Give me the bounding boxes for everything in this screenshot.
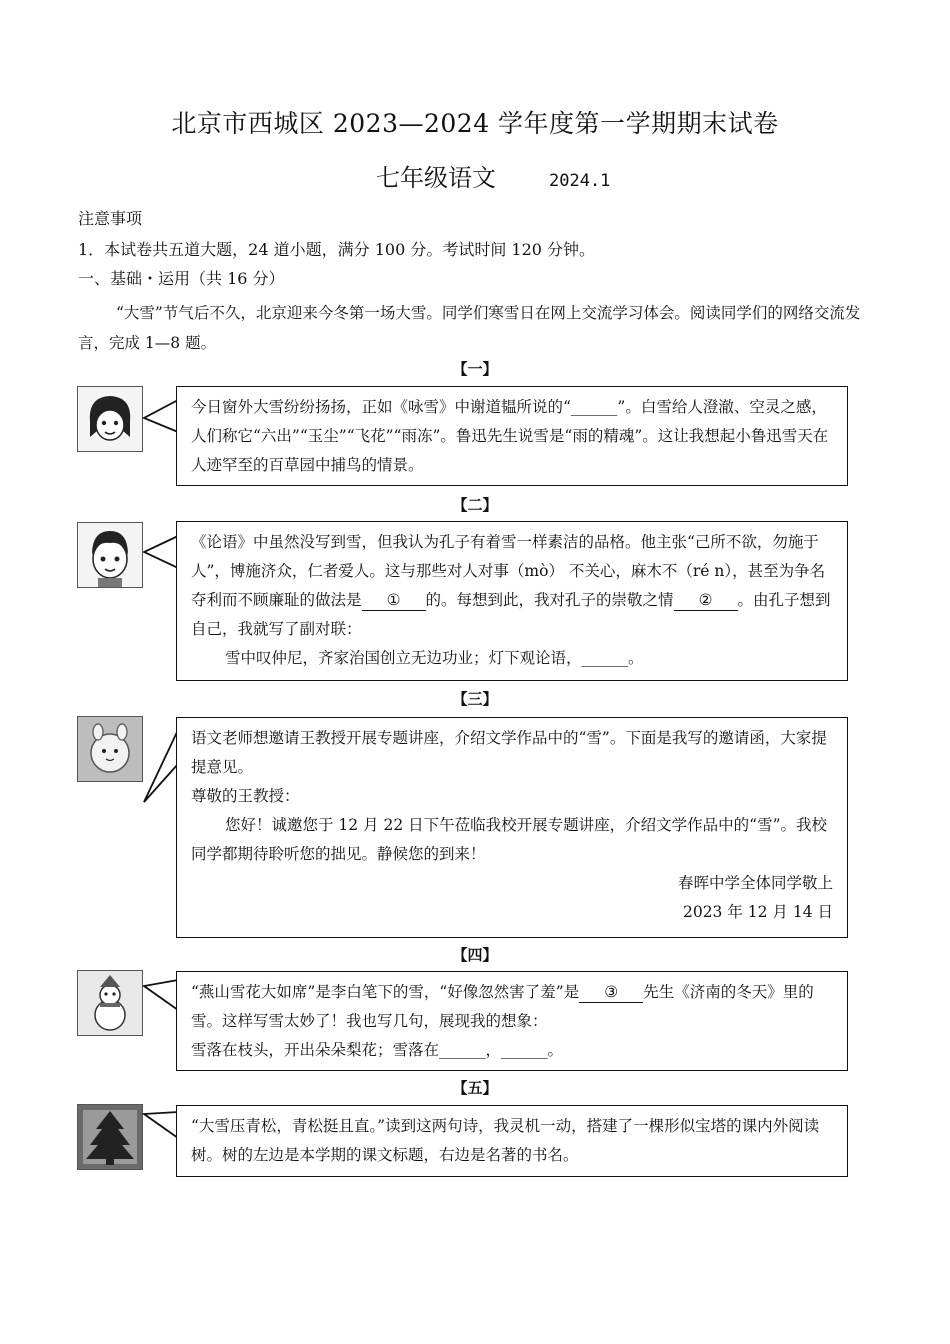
pine-tree-icon: [77, 1104, 143, 1170]
blank-2: ②: [674, 590, 738, 611]
blank-3: ③: [579, 982, 643, 1003]
section-2-text-c: 。由孔子想到自己，我就写了副对联：: [191, 591, 831, 638]
section-3-salutation: 尊敬的王教授：: [191, 787, 300, 805]
section-4-text-b: 先生《济南的冬天》里的雪。这样写雪太妙了！我也写几句，展现我的想象：: [191, 983, 814, 1030]
part1-intro: “大雪”节气后不久，北京迎来今冬第一场大雪。同学们寒雪日在网上交流学习体会。阅读同学们的网络交流发言，完成 1—8 题。: [78, 304, 861, 352]
section-5-label: 【五】: [452, 1079, 498, 1097]
page-subtitle: 七年级语文: [376, 164, 496, 192]
section-4-label: 【四】: [452, 946, 498, 964]
section-1-label: 【一】: [452, 360, 498, 378]
section-3-date: 2023 年 12 月 14 日: [682, 903, 833, 921]
section-4-bubble: [176, 971, 848, 1071]
part1-heading: 一、基础・运用（共 16 分）: [78, 269, 285, 288]
snowball-creature-icon: [77, 716, 143, 782]
section-4-line: 雪落在枝头，开出朵朵梨花；雪落在______，______。: [191, 1041, 564, 1059]
section-5-text: “大雪压青松，青松挺且直。”读到这两句诗，我灵机一动，搭建了一棵形似宝塔的课内外阅读树。树的左边是本学期的课文标题，右边是名著的书名。: [191, 1117, 820, 1164]
section-2-couplet: 雪中叹仲尼，齐家治国创立无边功业；灯下观论语，______。: [225, 649, 644, 667]
section-3-signature: 春晖中学全体同学敬上: [677, 874, 833, 892]
exam-date: 2024.1: [549, 171, 611, 191]
notes-item-1: 1．本试卷共五道大题，24 道小题，满分 100 分。考试时间 120 分钟。: [78, 240, 596, 259]
section-2-bubble: [176, 521, 848, 681]
section-3-bubble: [176, 717, 848, 938]
section-2-text-a: 《论语》中虽然没写到雪，但我认为孔子有着雪一样素洁的品格。他主张“己所不欲，勿施于人”，博施济众，仁者爱人。这与那些对人对事（mò） 不关心，麻木不（ré n），甚至为争名夺利而不顾廉耻的做法是: [191, 533, 826, 609]
page-title: 北京市西城区 2023—2024 学年度第一学期期末试卷: [171, 109, 779, 138]
section-3-label: 【三】: [452, 690, 498, 708]
section-3-text: 语文老师想邀请王教授开展专题讲座，介绍文学作品中的“雪”。下面是我写的邀请函，大家提提意见。: [191, 729, 827, 776]
blank-1: ①: [362, 590, 426, 611]
section-5-bubble: [176, 1105, 848, 1177]
boy-face-icon: [77, 522, 143, 588]
section-4-text-a: “燕山雪花大如席”是李白笔下的雪，“好像忽然害了羞”是: [191, 983, 580, 1001]
notes-heading: 注意事项: [78, 209, 143, 228]
section-2-text-b: 的。每想到此，我对孔子的崇敬之情: [425, 591, 674, 609]
snowman-icon: [77, 970, 143, 1036]
girl-face-icon: [77, 386, 143, 452]
section-1-bubble: [176, 386, 848, 486]
section-2-label: 【二】: [452, 496, 498, 514]
section-1-text: 今日窗外大雪纷纷扬扬，正如《咏雪》中谢道韫所说的“______”。白雪给人澄澈、空灵之感，人们称它“六出”“玉尘”“飞花”“雨冻”。鲁迅先生说雪是“雨的精魂”。这让我想起小鲁迅雪天在人迹罕至的百草园中捕鸟的情景。: [191, 398, 829, 474]
section-3-body: 您好！诚邀您于 12 月 22 日下午莅临我校开展专题讲座，介绍文学作品中的“雪”。我校同学都期待聆听您的拙见。静候您的到来！: [191, 816, 828, 863]
